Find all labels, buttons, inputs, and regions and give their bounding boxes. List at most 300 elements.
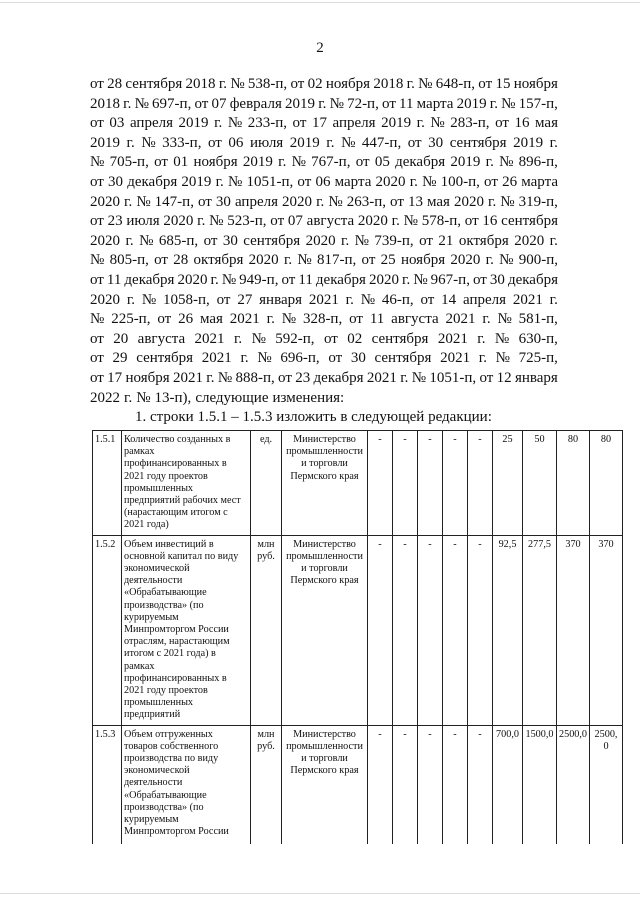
paragraph-word: 2019 — [289, 134, 320, 151]
paragraph-word: г. — [549, 291, 558, 308]
paragraph-word: г. — [489, 95, 498, 112]
paragraph-word: 30 — [428, 134, 444, 151]
paragraph-word: 2022 — [90, 389, 120, 406]
paragraph-word: октября — [458, 232, 509, 249]
paragraph-word: № — [354, 232, 369, 249]
paragraph-word: № — [141, 291, 157, 308]
paragraph-word: июля — [249, 134, 284, 151]
paragraph-word: 30 — [108, 173, 124, 190]
empty-value-cell: - — [368, 431, 393, 536]
paragraph-word: 2020 — [163, 213, 194, 230]
paragraph-word: 147-п, — [154, 193, 194, 210]
paragraph-word: г. — [206, 369, 215, 386]
paragraph-word: г. — [240, 350, 249, 367]
paragraph-word: г. — [549, 134, 558, 151]
paragraph-word: сентября — [449, 134, 507, 151]
paragraph-word: г. — [488, 193, 497, 210]
paragraph-word: января — [514, 369, 558, 386]
paragraph-word: № — [257, 350, 272, 367]
paragraph-line — [90, 153, 558, 173]
paragraph-word: 13-п), — [154, 389, 192, 406]
empty-value-cell: - — [443, 535, 468, 725]
paragraph-word: № — [497, 311, 512, 328]
paragraph-word: ноября — [325, 76, 371, 92]
paragraph-line — [90, 173, 558, 193]
paragraph-word: 2019 — [242, 154, 273, 171]
paragraph-word: № — [413, 271, 428, 288]
paragraph-word: от — [464, 213, 479, 230]
value-cell: 80 — [557, 431, 590, 536]
paragraph-word: от — [90, 350, 104, 367]
paragraph-word: октября — [193, 252, 244, 269]
paragraph-word: № — [418, 76, 433, 92]
paragraph-word: изменения: — [272, 389, 345, 406]
paragraph-word: 27 — [237, 291, 253, 308]
paragraph-word: 30 — [222, 232, 238, 249]
paragraph-word: августа — [306, 213, 355, 230]
paragraph-word: № — [209, 213, 224, 230]
paragraph-word: 02 — [347, 330, 363, 347]
paragraph-word: от — [419, 232, 433, 249]
row-number: 1.5.2 — [93, 535, 122, 725]
value-cell: 2500,0 — [557, 725, 590, 844]
paragraph-word: № — [422, 173, 437, 190]
paragraph-word: 2019 — [513, 134, 544, 151]
paragraph-word: г. — [124, 389, 133, 406]
value-cell: 50 — [523, 431, 557, 536]
paragraph-word: № — [90, 311, 105, 328]
paragraph-word: от — [154, 252, 168, 269]
paragraph-line — [90, 232, 558, 252]
paragraph-word: апреля — [462, 291, 507, 308]
paragraph-word: от — [90, 369, 104, 386]
table-row — [93, 431, 623, 536]
paragraph-word: № — [136, 389, 151, 406]
paragraph-word: от — [194, 95, 209, 112]
paragraph-word: 07 — [211, 95, 227, 112]
amendment-lead-line: 1. строки 1.5.1 – 1.5.3 изложить в следующей редакции: — [135, 409, 492, 425]
paragraph-word: 05 — [374, 154, 390, 171]
paragraph-word: 630-п, — [518, 330, 558, 347]
paragraph-word: 2018 — [185, 76, 216, 92]
paragraph-word: 16 — [482, 213, 498, 230]
paragraph-word: г. — [316, 193, 325, 210]
paragraph-word: от — [495, 115, 509, 132]
paragraph-word: 23 — [107, 213, 123, 230]
paragraph-word: от — [90, 213, 104, 230]
paragraph-word: г. — [549, 232, 558, 249]
paragraph-word: от — [90, 115, 104, 132]
scan-edge-line — [0, 2, 640, 3]
empty-value-cell: - — [368, 725, 393, 844]
paragraph-word: 2021 — [366, 369, 397, 386]
paragraph-line — [90, 212, 558, 232]
value-cell: 1500,0 — [523, 725, 557, 844]
paragraph-word: 28 — [107, 76, 123, 92]
paragraph-word: 100-п, — [440, 173, 480, 190]
paragraph-word: от — [479, 369, 494, 386]
responsible-cell: Министерство промышленности и торговли Пермского края — [282, 431, 368, 536]
paragraph-word: 11 — [298, 271, 313, 288]
paragraph-word: № — [227, 115, 243, 132]
paragraph-word: ноября — [193, 154, 238, 171]
unit-cell: млн руб. — [251, 535, 282, 725]
paragraph-word: 2021 — [194, 330, 225, 347]
paragraph-word: декабря — [315, 271, 366, 288]
empty-value-cell: - — [468, 725, 493, 844]
unit-cell: ед. — [251, 431, 282, 536]
paragraph-word: г. — [266, 311, 275, 328]
paragraph-line — [90, 134, 558, 154]
paragraph-word: 1058-п, — [163, 291, 210, 308]
paragraph-word: 2020 — [90, 291, 120, 308]
table-row — [93, 535, 623, 725]
paragraph-line — [90, 369, 558, 389]
value-cell: 92,5 — [493, 535, 523, 725]
paragraph-line — [90, 95, 558, 115]
paragraph-word: от — [349, 311, 363, 328]
paragraph-line — [90, 349, 558, 369]
paragraph-word: от — [90, 330, 104, 347]
paragraph-word: 2021 — [445, 311, 476, 328]
paragraph-word: 30 — [489, 271, 505, 288]
paragraph-word: сентября — [371, 330, 429, 347]
paragraph-word: г. — [218, 76, 228, 92]
paragraph-word: марта — [416, 95, 454, 112]
paragraph-word: 233-п, — [247, 115, 287, 132]
paragraph-word: 2018 — [90, 95, 120, 112]
paragraph-word: от — [420, 291, 435, 308]
paragraph-word: 283-п, — [450, 115, 490, 132]
paragraph-word: г. — [326, 134, 335, 151]
paragraph-word: 817-п, — [317, 252, 357, 269]
paragraph-word: марта — [521, 173, 558, 190]
paragraph-word: № — [499, 154, 514, 171]
paragraph-word: 967-п, — [430, 271, 470, 288]
paragraph-word: от — [355, 154, 370, 171]
paragraph-word: от — [157, 311, 172, 328]
paragraph-word: 2019 — [381, 115, 412, 132]
paragraph-word: г. — [126, 291, 136, 308]
paragraph-word: № — [329, 95, 344, 112]
paragraph-word: № — [403, 213, 418, 230]
paragraph-word: марта — [334, 173, 372, 190]
paragraph-word: г. — [341, 232, 350, 249]
paragraph-word: г. — [124, 193, 133, 210]
paragraph-word: апреля — [332, 115, 376, 132]
paragraph-word: 72-п, — [347, 95, 379, 112]
paragraph-word: 28 — [173, 252, 189, 269]
paragraph-word: февраля — [229, 95, 282, 112]
paragraph-word: № — [328, 193, 343, 210]
paragraph-word: сентября — [125, 76, 183, 92]
paragraph-word: 2020 — [453, 193, 484, 210]
paragraph-word: 14 — [441, 291, 457, 308]
unit-cell: млн руб. — [251, 725, 282, 844]
paragraph-word: № — [139, 232, 154, 249]
responsible-cell: Министерство промышленности и торговли Пермского края — [282, 725, 368, 844]
paragraph-word: 2020 — [369, 271, 399, 288]
paragraph-word: 2021 — [512, 291, 543, 308]
paragraph-word: 2021 — [201, 350, 232, 367]
paragraph-word: № — [297, 252, 312, 269]
paragraph-word: 11 — [106, 271, 122, 288]
paragraph-word: 2021 — [229, 311, 260, 328]
empty-value-cell: - — [393, 535, 418, 725]
paragraph-word: г. — [215, 173, 224, 190]
paragraph-word: г. — [406, 76, 415, 92]
table-row — [93, 725, 623, 844]
paragraph-word: апреля — [234, 193, 278, 210]
paragraph-word: № — [141, 134, 156, 151]
paragraph-word: 01 — [173, 154, 189, 171]
page-number: 2 — [316, 40, 324, 56]
paragraph-word: 16 — [514, 115, 530, 132]
paragraph-word: г. — [400, 369, 409, 386]
paragraph-word: № — [501, 95, 516, 112]
paragraph-word: от — [270, 213, 285, 230]
paragraph-word: от — [90, 76, 104, 92]
paragraph-word: сентября — [136, 350, 194, 367]
paragraph-word: от — [297, 173, 312, 190]
paragraph-word: г. — [485, 154, 494, 171]
paragraph-word: 2019 — [450, 154, 481, 171]
paragraph-word: от — [407, 134, 422, 151]
paragraph-word: мая — [199, 311, 223, 328]
paragraph-word: 26 — [502, 173, 518, 190]
paragraph-word: № — [341, 134, 356, 151]
paragraph-word: № — [227, 173, 243, 190]
paragraph-word: от — [208, 134, 222, 151]
paragraph-word: 263-п, — [346, 193, 386, 210]
paragraph-word: г. — [482, 311, 491, 328]
paragraph-word: 705-п, — [109, 154, 149, 171]
paragraph-word: г. — [197, 213, 206, 230]
paragraph-word: апреля — [129, 115, 173, 132]
paragraph-word: 767-п, — [311, 154, 351, 171]
paragraph-word: июля — [126, 213, 160, 230]
paragraph-word: следующие — [195, 389, 269, 406]
paragraph-word: 46-п, — [381, 291, 414, 308]
paragraph-word: г. — [416, 115, 425, 132]
paragraph-word: 2020 — [357, 213, 388, 230]
paragraph-word: от — [216, 291, 231, 308]
paragraph-word: 2020 — [450, 252, 481, 269]
paragraph-word: 2021 — [437, 330, 468, 347]
empty-value-cell: - — [418, 535, 443, 725]
paragraph-word: 2020 — [514, 232, 545, 249]
paragraph-word: от — [90, 271, 104, 288]
paragraph-word: г. — [477, 330, 486, 347]
paragraph-word: декабря — [507, 271, 558, 288]
paragraph-word: 805-п, — [109, 252, 149, 269]
paragraph-word: 225-п, — [111, 311, 151, 328]
paragraph-word: 328-п, — [302, 311, 343, 328]
paragraph-word: от — [290, 76, 305, 92]
paragraph-word: сентября — [374, 350, 432, 367]
paragraph-word: ноября — [513, 76, 558, 92]
paragraph-line — [90, 114, 558, 134]
paragraph-word: № — [291, 154, 306, 171]
empty-value-cell: - — [418, 725, 443, 844]
paragraph-word: 06 — [315, 173, 331, 190]
paragraph-word: 697-п, — [152, 95, 192, 112]
paragraph-word: от — [198, 193, 212, 210]
paragraph-word: 2020 — [177, 271, 208, 288]
empty-value-cell: - — [368, 535, 393, 725]
paragraph-word: 2020 — [375, 173, 406, 190]
indicator-name: Объем отгруженных товаров собственного производства по виду экономической деятельности «Обрабатывающие производства» (по курируемым Минпромторгом России — [122, 725, 251, 844]
paragraph-word: 2019 — [181, 173, 212, 190]
value-cell: 25 — [493, 431, 523, 536]
paragraph-word: г. — [318, 95, 327, 112]
paragraph-word: 2020 — [90, 193, 120, 210]
paragraph-word: 896-п, — [518, 154, 558, 171]
paragraph-word: № — [411, 369, 427, 386]
paragraph-word: 23 — [295, 369, 311, 386]
paragraph-word: сентября — [243, 232, 301, 249]
paragraph-word: № — [430, 115, 445, 132]
paragraph-word: 2020 — [282, 193, 313, 210]
paragraph-word: ноября — [400, 252, 446, 269]
paragraph-word: 157-п, — [518, 95, 558, 112]
paragraph-line — [90, 291, 558, 311]
paragraph-word: 13 — [407, 193, 423, 210]
paragraph-word: № — [136, 193, 151, 210]
paragraph-word: от — [361, 252, 376, 269]
value-cell: 370 — [590, 535, 623, 725]
paragraph-word: г. — [478, 350, 487, 367]
paragraph-word: г. — [485, 252, 494, 269]
paragraph-word: от — [478, 76, 493, 92]
paragraph-word: № — [360, 291, 376, 308]
paragraph-word: 333-п, — [162, 134, 202, 151]
paragraph-line — [90, 310, 558, 330]
value-cell: 80 — [590, 431, 623, 536]
indicator-name: Объем инвестиций в основной капитал по виду экономической деятельности «Обрабатывающие производства» (по курируемым Минпромторгом России отраслям, нарастающим итогом с 2021 года) в рамках профинансированных в 2021 году проектов промышленных предприятий — [122, 535, 251, 725]
paragraph-word: декабря — [124, 271, 175, 288]
paragraph-word: 319-п, — [518, 193, 558, 210]
paragraph-word: № — [495, 350, 510, 367]
paragraph-word: № — [90, 154, 105, 171]
paragraph-word: 581-п, — [518, 311, 558, 328]
paragraph-word: № — [230, 76, 245, 92]
paragraph-word: 2019 — [456, 95, 487, 112]
paragraph-word: г. — [210, 271, 219, 288]
paragraph-word: 2021 — [308, 291, 339, 308]
paragraph-word: 2019 — [90, 134, 120, 151]
paragraph-word: декабря — [313, 369, 364, 386]
paragraph-word: ноября — [125, 369, 170, 386]
paragraph-word: 11 — [369, 311, 385, 328]
paragraph-word: г. — [345, 291, 354, 308]
paragraph-word: августа — [391, 311, 439, 328]
paragraph-word: 523-п, — [227, 213, 267, 230]
paragraph-word: сентября — [501, 213, 558, 230]
paragraph-word: 30 — [350, 350, 366, 367]
paragraph-word: 30 — [215, 193, 231, 210]
paragraph-word: 725-п, — [518, 350, 558, 367]
paragraph-word: 02 — [307, 76, 323, 92]
paragraph-word: 2019 — [285, 95, 316, 112]
paragraph-word: 2019 — [178, 115, 209, 132]
paragraph-word: № — [281, 311, 297, 328]
paragraph-word: 20 — [113, 330, 129, 347]
paragraph-word: 07 — [287, 213, 303, 230]
paragraph-word: от — [323, 330, 338, 347]
paragraph-word: 15 — [495, 76, 511, 92]
paragraph-word: 11 — [399, 95, 414, 112]
paragraph-line — [90, 251, 558, 271]
paragraph-word: 696-п, — [280, 350, 320, 367]
paragraph-word: № — [251, 330, 266, 347]
empty-value-cell: - — [418, 431, 443, 536]
paragraph-word: 06 — [228, 134, 244, 151]
paragraph-word: 17 — [311, 115, 327, 132]
paragraph-word: от — [281, 271, 296, 288]
value-cell: 2500, 0 — [590, 725, 623, 844]
paragraph-word: мая — [426, 193, 450, 210]
paragraph-word: 900-п, — [518, 252, 558, 269]
paragraph-word: декабря — [127, 173, 178, 190]
paragraph-word: 29 — [112, 350, 128, 367]
paragraph-word: от — [382, 95, 396, 112]
paragraph-word: 739-п, — [374, 232, 414, 249]
paragraph-word: 538-п, — [247, 76, 288, 92]
paragraph-word: 1051-п, — [246, 173, 294, 190]
paragraph-word: 2020 — [90, 232, 120, 249]
paragraph-word: 592-п, — [275, 330, 315, 347]
paragraph-word: 12 — [496, 369, 512, 386]
paragraph-word: 21 — [438, 232, 454, 249]
paragraph-word: г. — [402, 271, 411, 288]
empty-value-cell: - — [468, 535, 493, 725]
scan-edge-line — [0, 893, 640, 894]
paragraph-word: января — [259, 291, 303, 308]
paragraph-word: г. — [391, 213, 400, 230]
paragraph-line — [90, 330, 558, 350]
empty-value-cell: - — [393, 725, 418, 844]
paragraph-word: № — [90, 252, 105, 269]
paragraph-line — [90, 271, 558, 291]
row-number: 1.5.1 — [93, 431, 122, 536]
paragraph-word: 17 — [107, 369, 123, 386]
empty-value-cell: - — [443, 431, 468, 536]
paragraph-word: 1051-п, — [429, 369, 477, 386]
paragraph-word: г. — [283, 252, 293, 269]
paragraph-word: г. — [409, 173, 418, 190]
paragraph-word: от — [154, 154, 168, 171]
paragraph-word: № — [499, 252, 514, 269]
row-number: 1.5.3 — [93, 725, 122, 844]
empty-value-cell: - — [393, 431, 418, 536]
paragraph-word: от — [203, 232, 218, 249]
paragraph-word: № — [134, 95, 149, 112]
paragraph-word: 26 — [178, 311, 194, 328]
paragraph-word: 03 — [109, 115, 125, 132]
paragraph-word: от — [292, 115, 307, 132]
paragraph-line — [90, 193, 558, 213]
responsible-cell: Министерство промышленности и торговли Пермского края — [282, 535, 368, 725]
paragraph-word: от — [328, 350, 343, 367]
paragraph-word: 648-п, — [435, 76, 476, 92]
paragraph-line — [90, 389, 558, 409]
paragraph-word: 447-п, — [361, 134, 402, 151]
paragraph-word: г. — [278, 154, 287, 171]
value-cell: 277,5 — [523, 535, 557, 725]
paragraph-word: 2020 — [248, 252, 279, 269]
indicator-name: Количество созданных в рамках профинансированных в 2021 году проектов промышленных предприятий рабочих мест (нарастающим итогом с 2021 года) — [122, 431, 251, 536]
